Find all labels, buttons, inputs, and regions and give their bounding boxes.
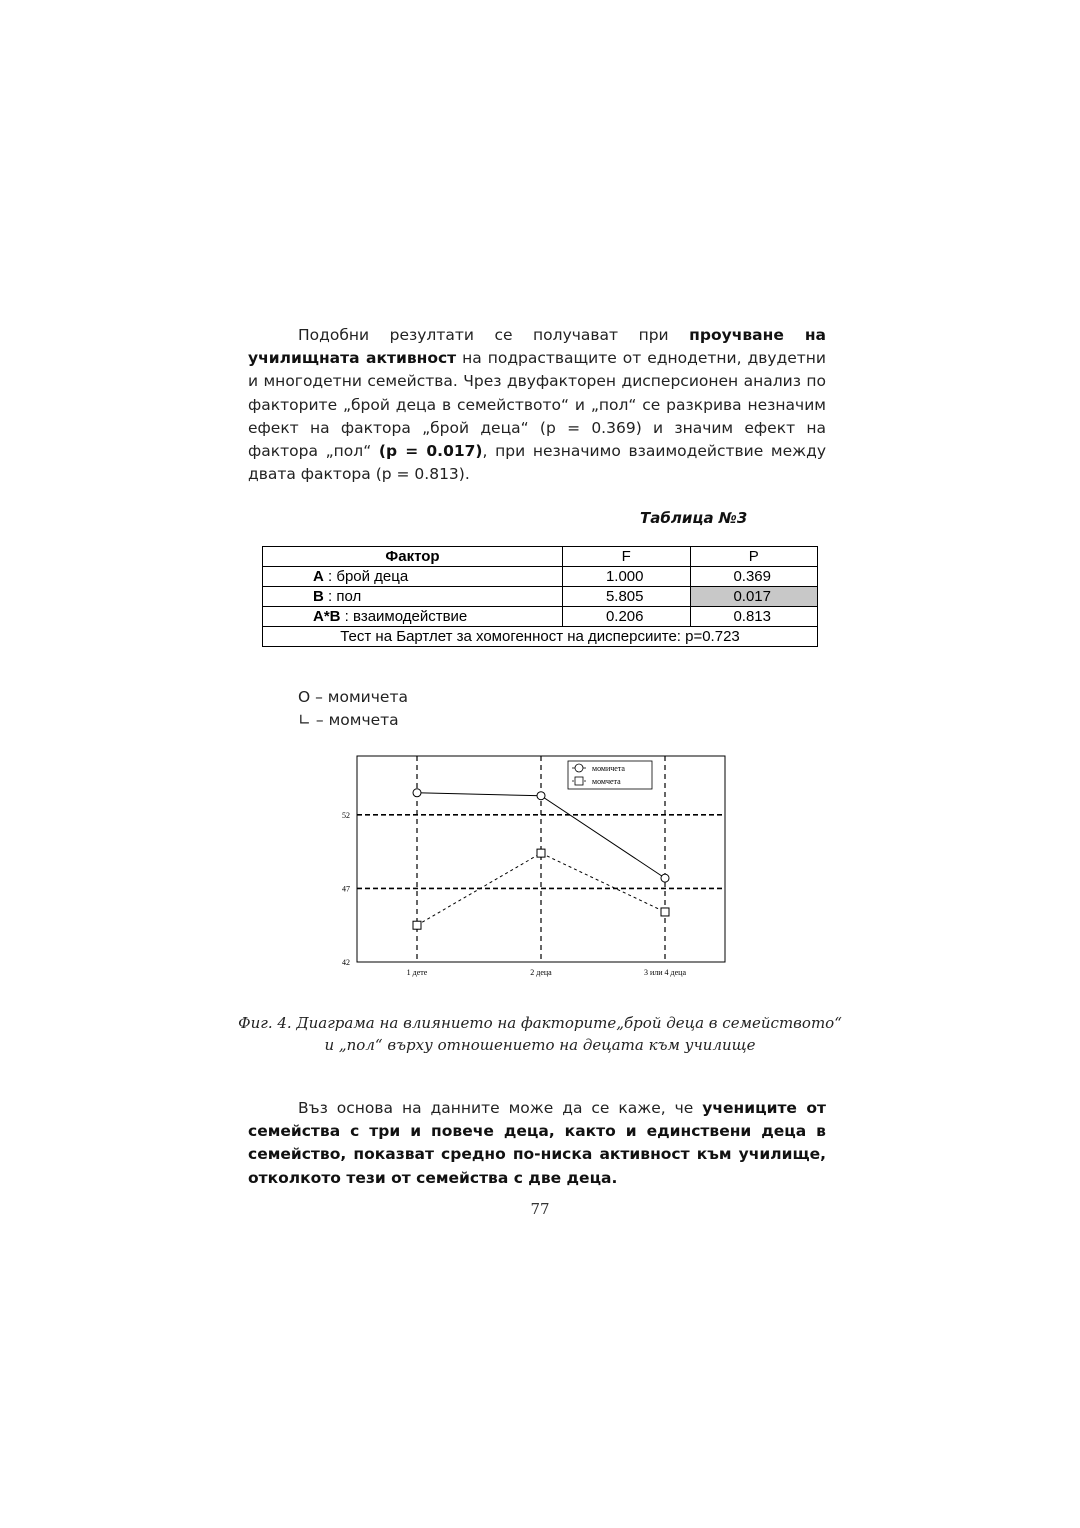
figure-caption [230, 1012, 850, 1056]
bartlett-test-note: Тест на Бартлет за хомогенност на дисперсиите: p=0.723 [263, 627, 818, 647]
x-tick-label: 3 или 4 деца [643, 968, 687, 977]
data-point-girls [537, 792, 545, 800]
factor-code: A*B [313, 608, 341, 625]
data-point-boys [537, 849, 545, 857]
interaction-line-chart [330, 748, 740, 984]
paragraph-text: Въз основа на данните може да се каже, че [298, 1099, 703, 1117]
anova-table [262, 546, 818, 647]
factor-cell [263, 587, 563, 607]
factor-code: A [313, 568, 324, 585]
data-point-girls [661, 874, 669, 882]
header-f: F [563, 547, 691, 567]
y-tick-label: 42 [342, 958, 350, 967]
x-tick-label: 1 дете [406, 968, 428, 977]
data-point-boys [413, 921, 421, 929]
data-point-girls [413, 789, 421, 797]
p-value: 0.369 [690, 567, 818, 587]
header-factor: Фактор [263, 547, 563, 567]
table-row [263, 587, 818, 607]
paragraph-bold-text: проучване на училищната активност [248, 326, 827, 368]
y-tick-label: 52 [342, 810, 350, 820]
text-legend-girls: O – момичета [298, 688, 408, 706]
p-value-significant: 0.017 [690, 587, 818, 607]
legend-circle-marker [575, 764, 583, 772]
f-value: 1.000 [563, 567, 691, 587]
paragraph-text: , при незначимо взаимодействие между двата фактора (p = 0.813). [248, 442, 827, 484]
header-p: P [690, 547, 818, 567]
p-value: 0.813 [690, 607, 818, 627]
figure-caption-line2: и „пол“ върху отношението на децата към училище [324, 1036, 756, 1054]
table-header-row [263, 547, 818, 567]
factor-name: : пол [323, 588, 362, 605]
paragraph-text: Подобни резултати се получават при [298, 326, 690, 344]
f-value: 0.206 [563, 607, 691, 627]
x-tick-label: 2 деца [530, 968, 552, 977]
f-value: 5.805 [563, 587, 691, 607]
factor-code: B [313, 588, 324, 605]
legend-label-boys: момчета [592, 777, 621, 786]
factor-name: : брой деца [323, 568, 409, 585]
y-tick-label: 47 [342, 884, 350, 894]
page-number: 77 [530, 1200, 550, 1218]
table-note-row [263, 627, 818, 647]
factor-cell [263, 567, 563, 587]
chart-legend [568, 761, 652, 789]
paragraph-conclusion [248, 1097, 826, 1190]
factor-cell [263, 607, 563, 627]
paragraph-text: на подрастващите от еднодетни, двудетни и многодетни семейства. Чрез двуфакторен дисперсионен анализ по факторите „брой деца в семейството“ и „пол“ се разкрива незначим ефект на фактора „брой деца“ (p = 0.369) и значим ефект на фактора „пол“ [248, 349, 826, 461]
table-row [263, 607, 818, 627]
legend-square-marker [575, 777, 583, 785]
text-legend-boys: ∟ – момчета [298, 711, 399, 729]
paragraph-activity-results [248, 324, 826, 486]
paragraph-bold-text: учениците от семейства с три и повече деца, както и единствени деца в семейство, показват средно по-ниска активност към училище, отколкото тези от семейства с две деца. [248, 1099, 826, 1187]
figure-caption-line1: Фиг. 4. Диаграма на влиянието на факторите„брой деца в семейството“ [238, 1014, 842, 1032]
legend-label-girls: момичета [592, 764, 625, 773]
table-caption: Таблица №3 [640, 509, 748, 527]
factor-name: : взаимодействие [340, 608, 468, 625]
table-row [263, 567, 818, 587]
data-point-boys [661, 908, 669, 916]
paragraph-bold-text: (p = 0.017) [378, 442, 483, 461]
